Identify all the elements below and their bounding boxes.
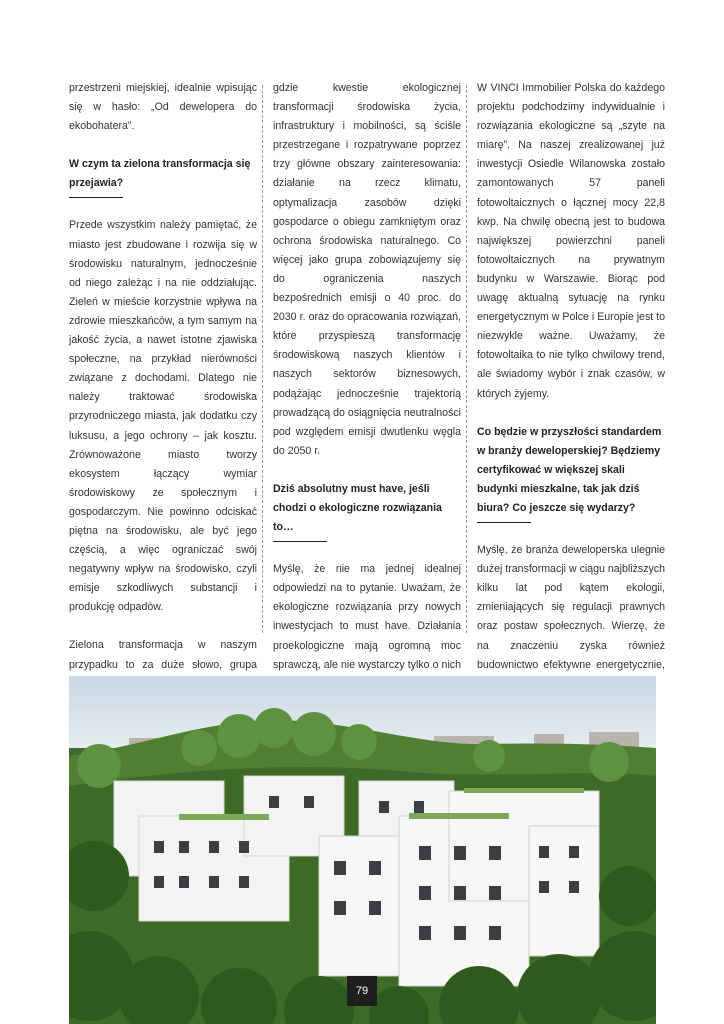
building-rendering [69,676,656,1024]
column-divider [466,85,467,633]
paragraph: przestrzeni miejskiej, idealnie wpisując się w hasło: „Od dewelopera do ekobohatera”. [69,82,257,133]
interview-question: Co będzie w przyszłości standardem w branży deweloperskiej? Będziemy certyfikować w większej skali budynki mieszkalne, tak jak dziś biura? Co jeszcze się wydarzy? [477,425,662,514]
paragraph: gdzie kwestie ekologicznej transformacji środowiska życia, infrastruktury i mobilności, są ściśle przestrzegane i rozpatrywane poprzez trzy główne obszary zainteresowania: działanie na rzecz klimatu, optymalizacja zasobów dzięki gospodarce o obiegu zamkniętym oraz ochrona środowiska naturalnego. Co więcej jako grupa zobowiązujemy się do ograniczenia naszych bezpośrednich emisji o 40 proc. do 2030 r. oraz do opracowania rozwiązań, które przyspieszą transformację środowiskową naszych klientów i naszych sektorów biznesowych, podążając jednocześnie trajektorią prowadzącą do osiągnięcia neutralności pod względem emisji dwutlenku węgla do 2050 r. [273,82,461,457]
paragraph: Zielona transformacja w naszym przypadku to za duże słowo, grupa [69,639,257,671]
article-column-2 [273,79,461,751]
question-underline [69,197,123,198]
article-column-1 [69,79,257,713]
paragraph: Myślę, że nie ma jednej idealnej odpowiedzi na to pytanie. Uważam, że ekologiczne rozwiązania przy nowych inwestycjach to must have. Działania proekologiczne mają ogromną moc sprawczą, ale nie wystarczy tylko o nich [273,563,461,671]
question-underline [477,522,531,523]
paragraph: W VINCI Immobilier Polska do każdego projektu podchodzimy indywidualnie i rozwiązania ekologiczne są „szyte na miarę”. Na naszej zrealizowanej już inwestycji Osiedle Wilanowska zostało zamontowanych 57 paneli fotowoltaicznych o łącznej mocy 22,8 kwp. Na chwilę obecną jest to budowa największej powierzchni paneli fotowoltaicznych na prywatnym budynku w Warszawie. Biorąc pod uwagę aktualną sytuację na rynku energetycznym w Polce i Europie jest to niezwykle ważne. Uważamy, że fotowoltaika to nie tylko chwilowy trend, ale świadomy wybór i znak czasów, w których żyjemy. [477,82,665,400]
question-underline [273,541,327,542]
column-divider [262,85,263,633]
interview-question: Dziś absolutny must have, jeśli chodzi o ekologiczne rozwiązania to… [273,482,442,534]
paragraph: Przede wszystkim należy pamiętać, że miasto jest zbudowane i rozwija się w środowisku naturalnym, jednocześnie od niego zależąc i na nie oddziałując. Zieleń w mieście korzystnie wpływa na zdrowie mieszkańców, a tym samym na jakość życia, a nawet istotne zjawiska społeczne, na przykład nierówności związane z dochodami. Dlatego nie należy traktować środowiska przyrodniczego miasta, jak dodatku czy luksusu, a jego ochrony – jak kosztu. Zrównoważone miasto tworzy ekosystem łączący wymiar środowiskowy ze społecznym i gospodarczym. Nie powinno odciskać piętna na środowisku, ale być jego częścią, a więc ograniczać swój negatywny wpływ na środowisko, czyli emisje szkodliwych substancji i produkcję odpadów. [69,219,257,614]
interview-question: W czym ta zielona transformacja się przejawia? [69,158,251,190]
paragraph: Myślę, że branża deweloperska ulegnie dużej transformacji w ciągu najbliższych kilku lat pod kątem ekologii, zmieniających się regulacji prawnych oraz postaw społecznych. Wierzę, że na znaczeniu zyska również budownictwo efektywne energetycznie, [477,544,665,671]
article-column-3 [477,79,665,713]
page-number: 79 [347,976,377,1006]
residential-estate-photo [69,676,656,1024]
